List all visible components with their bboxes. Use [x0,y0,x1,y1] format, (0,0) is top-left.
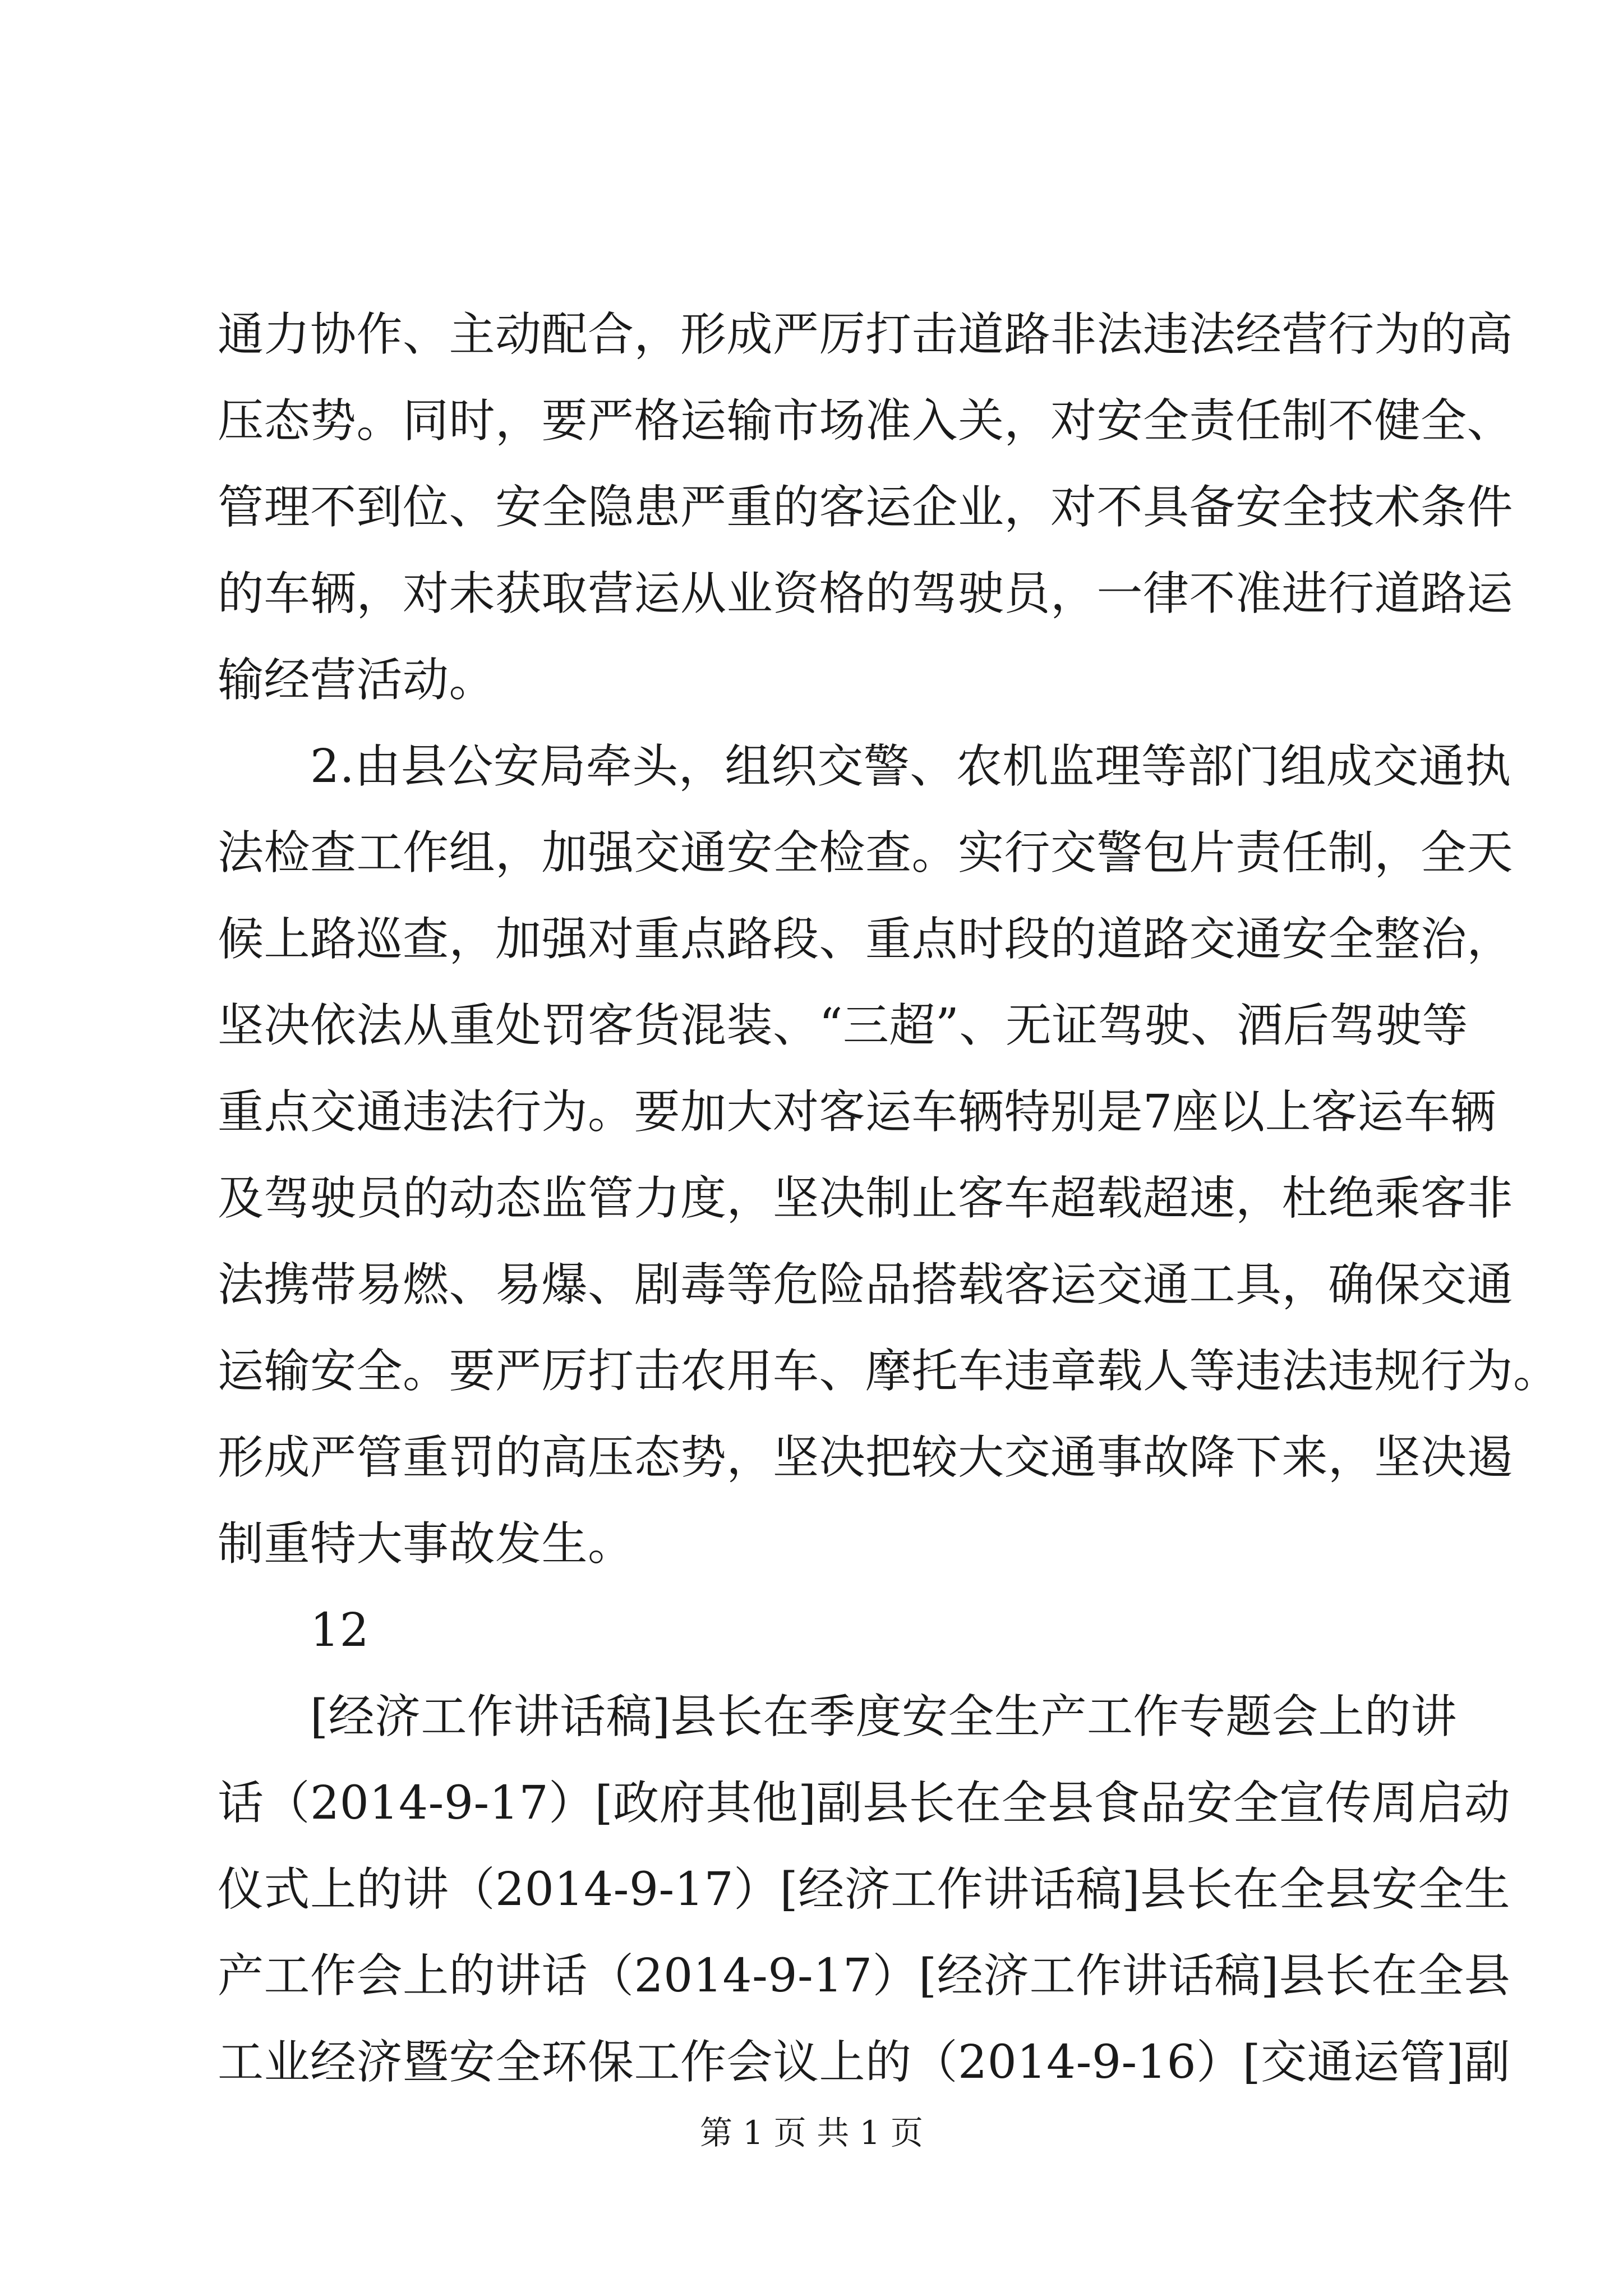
body-line: 形成严管重罚的高压态势，坚决把较大交通事故降下来，坚决遏 [218,1431,1514,1484]
related-articles-line: 工业经济暨安全环保工作会议上的（2014-9-16）[交通运管]副 [218,2036,1511,2089]
body-line: 2.由县公安局牵头，组织交警、农机监理等部门组成交通执 [218,740,1511,793]
body-line: 重点交通违法行为。要加大对客运车辆特别是7座以上客运车辆 [218,1085,1497,1139]
related-articles-line: [经济工作讲话稿]县长在季度安全生产工作专题会上的讲 [218,1690,1457,1743]
document-body [218,292,1560,2106]
body-line: 的车辆，对未获取营运从业资格的驾驶员，一律不准进行道路运 [218,567,1514,620]
related-articles-line: 话（2014-9-17）[政府其他]副县长在全县食品安全宣传周启动 [218,1777,1511,1830]
body-line: 运输安全。要严厉打击农用车、摩托车违章载人等违法违规行为。 [218,1345,1560,1398]
body-line: 管理不到位、安全隐患严重的客运企业，对不具备安全技术条件 [218,481,1514,534]
page-footer: 第 1 页 共 1 页 [700,2114,923,2152]
body-line: 输经营活动。 [218,654,496,707]
body-line: 候上路巡查，加强对重点路段、重点时段的道路交通安全整治， [218,913,1514,966]
body-line: 法检查工作组，加强交通安全检查。实行交警包片责任制，全天 [218,826,1514,880]
body-line: 压态势。同时，要严格运输市场准入关，对安全责任制不健全、 [218,394,1514,448]
body-line: 通力协作、主动配合，形成严厉打击道路非法违法经营行为的高 [218,308,1514,361]
page-number-text: 12 [218,1604,370,1657]
related-articles-line: 仪式上的讲（2014-9-17）[经济工作讲话稿]县长在全县安全生 [218,1863,1511,1916]
body-line: 坚决依法从重处罚客货混装、“三超”、无证驾驶、酒后驾驶等 [218,999,1468,1052]
body-line: 制重特大事故发生。 [218,1517,634,1571]
body-line: 法携带易燃、易爆、剧毒等危险品搭载客运交通工具，确保交通 [218,1258,1514,1312]
body-line: 及驾驶员的动态监管力度，坚决制止客车超载超速，杜绝乘客非 [218,1172,1514,1225]
related-articles-line: 产工作会上的讲话（2014-9-17）[经济工作讲话稿]县长在全县 [218,1949,1511,2003]
